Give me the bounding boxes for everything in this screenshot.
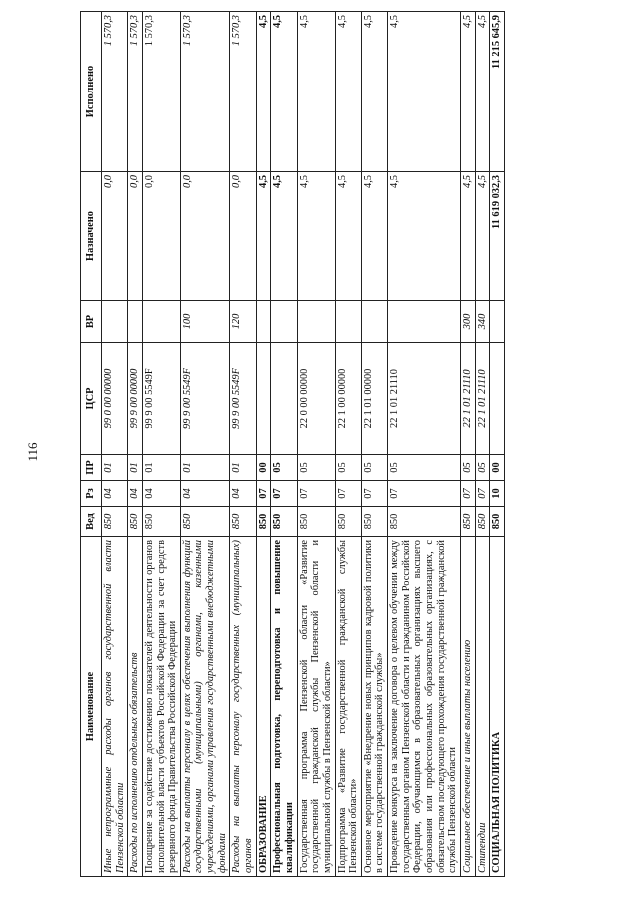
cell-ved: 850 xyxy=(230,507,256,537)
table-row xyxy=(388,12,461,877)
cell-pr: 05 xyxy=(361,455,387,481)
cell-vr xyxy=(361,301,387,343)
cell-name: Иные непрограммные расходы органов государственной власти Пензенской области xyxy=(102,537,128,877)
cell-ved: 850 xyxy=(475,507,490,537)
cell-rz: 07 xyxy=(271,481,297,507)
cell-planned: 0,0 xyxy=(230,172,256,301)
table-row xyxy=(490,12,505,877)
cell-pr: 05 xyxy=(475,455,490,481)
cell-rz: 07 xyxy=(297,481,335,507)
cell-csr: 22 1 01 21110 xyxy=(388,343,461,455)
cell-rz: 04 xyxy=(142,481,180,507)
cell-ved: 850 xyxy=(271,507,297,537)
cell-csr xyxy=(271,343,297,455)
cell-csr: 99 9 00 5549F xyxy=(230,343,256,455)
cell-vr xyxy=(142,301,180,343)
cell-planned: 4,5 xyxy=(256,172,271,301)
cell-ved: 850 xyxy=(335,507,361,537)
cell-vr xyxy=(388,301,461,343)
cell-vr: 120 xyxy=(230,301,256,343)
cell-ved: 850 xyxy=(388,507,461,537)
table-row xyxy=(128,12,143,877)
cell-ved: 850 xyxy=(361,507,387,537)
cell-rz: 04 xyxy=(230,481,256,507)
cell-planned: 4,5 xyxy=(297,172,335,301)
cell-rz: 04 xyxy=(128,481,143,507)
cell-pr: 01 xyxy=(102,455,128,481)
cell-pr: 01 xyxy=(230,455,256,481)
cell-name: Подпрограмма «Развитие государственной гражданской службы Пензенской области» xyxy=(335,537,361,877)
table-row xyxy=(460,12,475,877)
cell-vr xyxy=(128,301,143,343)
cell-ved: 850 xyxy=(256,507,271,537)
cell-pr: 01 xyxy=(142,455,180,481)
cell-pr: 00 xyxy=(490,455,505,481)
cell-ved: 850 xyxy=(180,507,230,537)
cell-executed: 1 570,3 xyxy=(180,12,230,172)
table-row xyxy=(142,12,180,877)
header-planned: Назначено xyxy=(81,172,102,301)
table-header-row xyxy=(81,12,102,877)
cell-executed: 1 570,3 xyxy=(128,12,143,172)
cell-vr xyxy=(297,301,335,343)
cell-planned: 0,0 xyxy=(102,172,128,301)
cell-name: Социальное обеспечение и иные выплаты населению xyxy=(460,537,475,877)
budget-table xyxy=(80,11,505,877)
cell-executed: 4,5 xyxy=(460,12,475,172)
table-row xyxy=(102,12,128,877)
cell-name: Основное мероприятие «Внедрение новых принципов кадровой политики в системе государственной гражданской службы» xyxy=(361,537,387,877)
cell-executed: 4,5 xyxy=(256,12,271,172)
cell-pr: 00 xyxy=(256,455,271,481)
cell-ved: 850 xyxy=(128,507,143,537)
cell-ved: 850 xyxy=(490,507,505,537)
cell-pr: 05 xyxy=(388,455,461,481)
cell-csr: 99 0 00 00000 xyxy=(102,343,128,455)
cell-vr xyxy=(102,301,128,343)
cell-pr: 01 xyxy=(180,455,230,481)
cell-vr xyxy=(335,301,361,343)
cell-csr xyxy=(490,343,505,455)
cell-name: Стипендии xyxy=(475,537,490,877)
cell-csr: 22 1 01 21110 xyxy=(475,343,490,455)
cell-executed: 1 570,3 xyxy=(230,12,256,172)
cell-csr: 99 9 00 00000 xyxy=(128,343,143,455)
header-rz: Рз xyxy=(81,481,102,507)
header-ved: Вед xyxy=(81,507,102,537)
cell-executed: 1 570,3 xyxy=(102,12,128,172)
table-row xyxy=(180,12,230,877)
cell-executed: 4,5 xyxy=(297,12,335,172)
cell-vr xyxy=(490,301,505,343)
cell-planned: 0,0 xyxy=(142,172,180,301)
table-row xyxy=(230,12,256,877)
budget-table-container xyxy=(80,15,565,877)
cell-planned: 4,5 xyxy=(475,172,490,301)
cell-csr: 22 1 00 00000 xyxy=(335,343,361,455)
cell-csr: 22 0 00 00000 xyxy=(297,343,335,455)
cell-pr: 05 xyxy=(297,455,335,481)
cell-planned: 4,5 xyxy=(388,172,461,301)
header-executed: Исполнено xyxy=(81,12,102,172)
cell-pr: 05 xyxy=(271,455,297,481)
cell-rz: 07 xyxy=(388,481,461,507)
cell-planned: 4,5 xyxy=(335,172,361,301)
cell-executed: 4,5 xyxy=(388,12,461,172)
table-row xyxy=(361,12,387,877)
table-row xyxy=(256,12,271,877)
cell-csr: 99 9 00 5549F xyxy=(142,343,180,455)
cell-pr: 05 xyxy=(335,455,361,481)
cell-name: Проведение конкурса на заключение договора о целевом обучении между государственным органом Пензенской области и гражданином Российской Федерации, обучающимся в образовательных организациях высшего образования или профессиональных образовательных организациях, с обязательством последующего прохождения государственной гражданской службы Пензенской области xyxy=(388,537,461,877)
table-row xyxy=(297,12,335,877)
cell-csr: 22 1 01 00000 xyxy=(361,343,387,455)
cell-planned: 0,0 xyxy=(180,172,230,301)
table-row xyxy=(475,12,490,877)
cell-rz: 07 xyxy=(475,481,490,507)
cell-executed: 4,5 xyxy=(361,12,387,172)
table-row xyxy=(335,12,361,877)
cell-name: Профессиональная подготовка, переподготовка и повышение квалификации xyxy=(271,537,297,877)
cell-vr: 100 xyxy=(180,301,230,343)
cell-executed: 4,5 xyxy=(271,12,297,172)
cell-vr xyxy=(271,301,297,343)
cell-rz: 04 xyxy=(180,481,230,507)
cell-rz: 07 xyxy=(361,481,387,507)
cell-ved: 850 xyxy=(297,507,335,537)
header-pr: ПР xyxy=(81,455,102,481)
cell-executed: 1 570,3 xyxy=(142,12,180,172)
cell-rz: 04 xyxy=(102,481,128,507)
cell-csr: 22 1 01 21110 xyxy=(460,343,475,455)
cell-planned: 4,5 xyxy=(361,172,387,301)
cell-ved: 850 xyxy=(102,507,128,537)
table-row xyxy=(271,12,297,877)
cell-name: СОЦИАЛЬНАЯ ПОЛИТИКА xyxy=(490,537,505,877)
cell-ved: 850 xyxy=(460,507,475,537)
cell-name: Государственная программа Пензенской области «Развитие государственной гражданской службы Пензенской области и муниципальной службы в Пензенской области» xyxy=(297,537,335,877)
cell-pr: 01 xyxy=(128,455,143,481)
cell-csr xyxy=(256,343,271,455)
cell-planned: 0,0 xyxy=(128,172,143,301)
cell-planned: 11 619 032,3 xyxy=(490,172,505,301)
cell-rz: 07 xyxy=(256,481,271,507)
cell-planned: 4,5 xyxy=(271,172,297,301)
cell-csr: 99 9 00 5549F xyxy=(180,343,230,455)
cell-executed: 4,5 xyxy=(475,12,490,172)
header-csr: ЦСР xyxy=(81,343,102,455)
cell-vr: 340 xyxy=(475,301,490,343)
cell-rz: 07 xyxy=(460,481,475,507)
cell-rz: 07 xyxy=(335,481,361,507)
cell-name: ОБРАЗОВАНИЕ xyxy=(256,537,271,877)
cell-rz: 10 xyxy=(490,481,505,507)
cell-vr: 300 xyxy=(460,301,475,343)
cell-executed: 4,5 xyxy=(335,12,361,172)
cell-name: Расходы на выплаты персоналу государственных (муниципальных) органов xyxy=(230,537,256,877)
cell-name: Расходы на выплаты персоналу в целях обеспечения выполнения функций государственными (муниципальными) органами, казенными учреждениями, органами управления государственными внебюджетными фондами xyxy=(180,537,230,877)
cell-pr: 05 xyxy=(460,455,475,481)
header-vr: ВР xyxy=(81,301,102,343)
cell-ved: 850 xyxy=(142,507,180,537)
cell-vr xyxy=(256,301,271,343)
page-number: 116 xyxy=(25,442,40,462)
cell-name: Поощрение за содействие достижению показателей деятельности органов исполнительной власти субъектов Российской Федерации за счет средств резервного фонда Правительства Российской Федерации xyxy=(142,537,180,877)
cell-name: Расходы по исполнению отдельных обязательств xyxy=(128,537,143,877)
header-name: Наименование xyxy=(81,537,102,877)
cell-planned: 4,5 xyxy=(460,172,475,301)
cell-executed: 11 215 645,9 xyxy=(490,12,505,172)
